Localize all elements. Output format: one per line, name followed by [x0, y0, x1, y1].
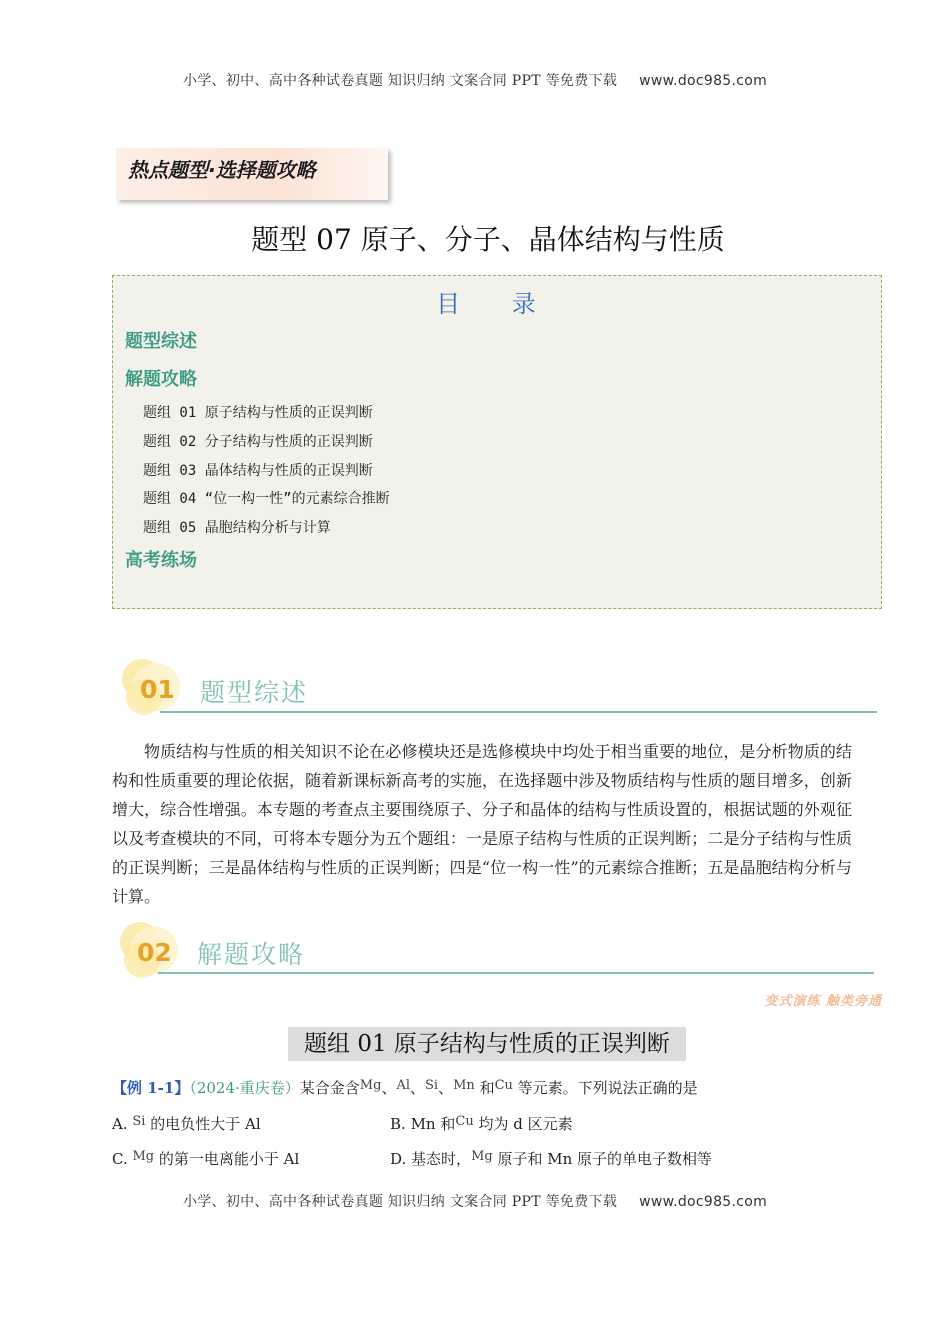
group-01-title: 题组 01 原子结构与性质的正误判断 [288, 1027, 686, 1061]
toc-section-strategy[interactable]: 解题攻略 [125, 369, 197, 390]
option-label: D. [390, 1150, 407, 1168]
question-source: （2024·重庆卷） [189, 1079, 300, 1097]
element-mg: Mg [359, 1078, 382, 1093]
element-cu: Cu [494, 1078, 513, 1093]
toc-item-group-02[interactable]: 题组 02 分子结构与性质的正误判断 [143, 434, 373, 450]
section-01-divider [160, 711, 877, 713]
element-si: Si [132, 1114, 146, 1129]
toc-section-overview[interactable]: 题型综述 [125, 331, 197, 352]
option-text: 原子和 Mn 原子的单电子数相等 [492, 1150, 713, 1168]
section-02-divider [158, 972, 874, 974]
option-text: 的电负性大于 Al [145, 1115, 261, 1133]
footer-text: 小学、初中、高中各种试卷真题 知识归纳 文案合同 PPT 等免费下载 [182, 1194, 618, 1210]
toc-section-practice[interactable]: 高考练场 [125, 550, 197, 571]
topic-banner [116, 148, 388, 200]
stem-sep: 、 [381, 1079, 397, 1097]
banner-label: 热点题型·选择题攻略 [128, 158, 316, 182]
toc-item-group-01[interactable]: 题组 01 原子结构与性质的正误判断 [143, 405, 373, 421]
header-text: 小学、初中、高中各种试卷真题 知识归纳 文案合同 PPT 等免费下载 [182, 73, 618, 89]
page-title: 题型 07 原子、分子、晶体结构与性质 [251, 223, 725, 256]
stem-text: 等元素。下列说法正确的是 [512, 1079, 698, 1097]
stem-text: 某合金含 [299, 1079, 360, 1097]
option-a[interactable] [112, 1113, 261, 1134]
stem-text: 和 [474, 1079, 495, 1097]
element-cu: Cu [455, 1114, 474, 1129]
section-01-title: 题型综述 [200, 678, 309, 707]
option-text: 均为 d 区元素 [473, 1115, 573, 1133]
option-label: C. [112, 1150, 128, 1168]
stem-sep: 、 [410, 1079, 426, 1097]
option-c[interactable] [112, 1148, 299, 1169]
option-b[interactable] [390, 1113, 573, 1134]
section-01-number: 01 [140, 675, 175, 704]
toc-heading: 目 录 [436, 290, 558, 318]
question-tag: 【例 1-1】 [112, 1079, 190, 1097]
option-text: 的第一电离能小于 Al [154, 1150, 300, 1168]
element-mn: Mn [453, 1078, 475, 1093]
footer-site-link[interactable]: www.doc985.com [639, 1194, 768, 1210]
option-text: Mn 和 [410, 1115, 456, 1133]
page-footer [0, 1191, 950, 1211]
page-header [0, 70, 950, 90]
stem-sep: 、 [438, 1079, 454, 1097]
option-label: A. [112, 1115, 128, 1133]
element-mg: Mg [132, 1149, 155, 1164]
element-si: Si [425, 1078, 439, 1093]
option-label: B. [390, 1115, 406, 1133]
option-d[interactable] [390, 1148, 712, 1169]
option-text: 基态时， [411, 1150, 472, 1168]
table-of-contents [112, 275, 882, 609]
element-al: Al [396, 1078, 410, 1093]
section-02-title: 解题攻略 [197, 940, 306, 969]
section-02-number: 02 [137, 938, 172, 967]
header-site-link[interactable]: www.doc985.com [639, 73, 768, 89]
toc-item-group-05[interactable]: 题组 05 晶胞结构分析与计算 [143, 520, 331, 536]
toc-item-group-03[interactable]: 题组 03 晶体结构与性质的正误判断 [143, 463, 373, 479]
overview-paragraph: 物质结构与性质的相关知识不论在必修模块还是选修模块中均处于相当重要的地位，是分析物质的结构和性质重要的理论依据，随着新课标新高考的实施，在选择题中涉及物质结构与性质的题目增多，创新增大，综合性增强。本专题的考查点主要围绕原子、分子和晶体的结构与性质设置的，根据试题的外观征以及考查模块的不同，可将本专题分为五个题组：一是原子结构与性质的正误判断；二是分子结构与性质的正误判断；三是晶体结构与性质的正误判断；四是“位一构一性”的元素综合推断；五是晶胞结构分析与计算。 [112, 742, 852, 906]
element-mg: Mg [471, 1149, 493, 1164]
question-stem [112, 1077, 698, 1098]
toc-item-group-04[interactable]: 题组 04 “位一构一性”的元素综合推断 [143, 491, 390, 507]
practice-tagline: 变式演练 触类旁通 [764, 994, 882, 1009]
